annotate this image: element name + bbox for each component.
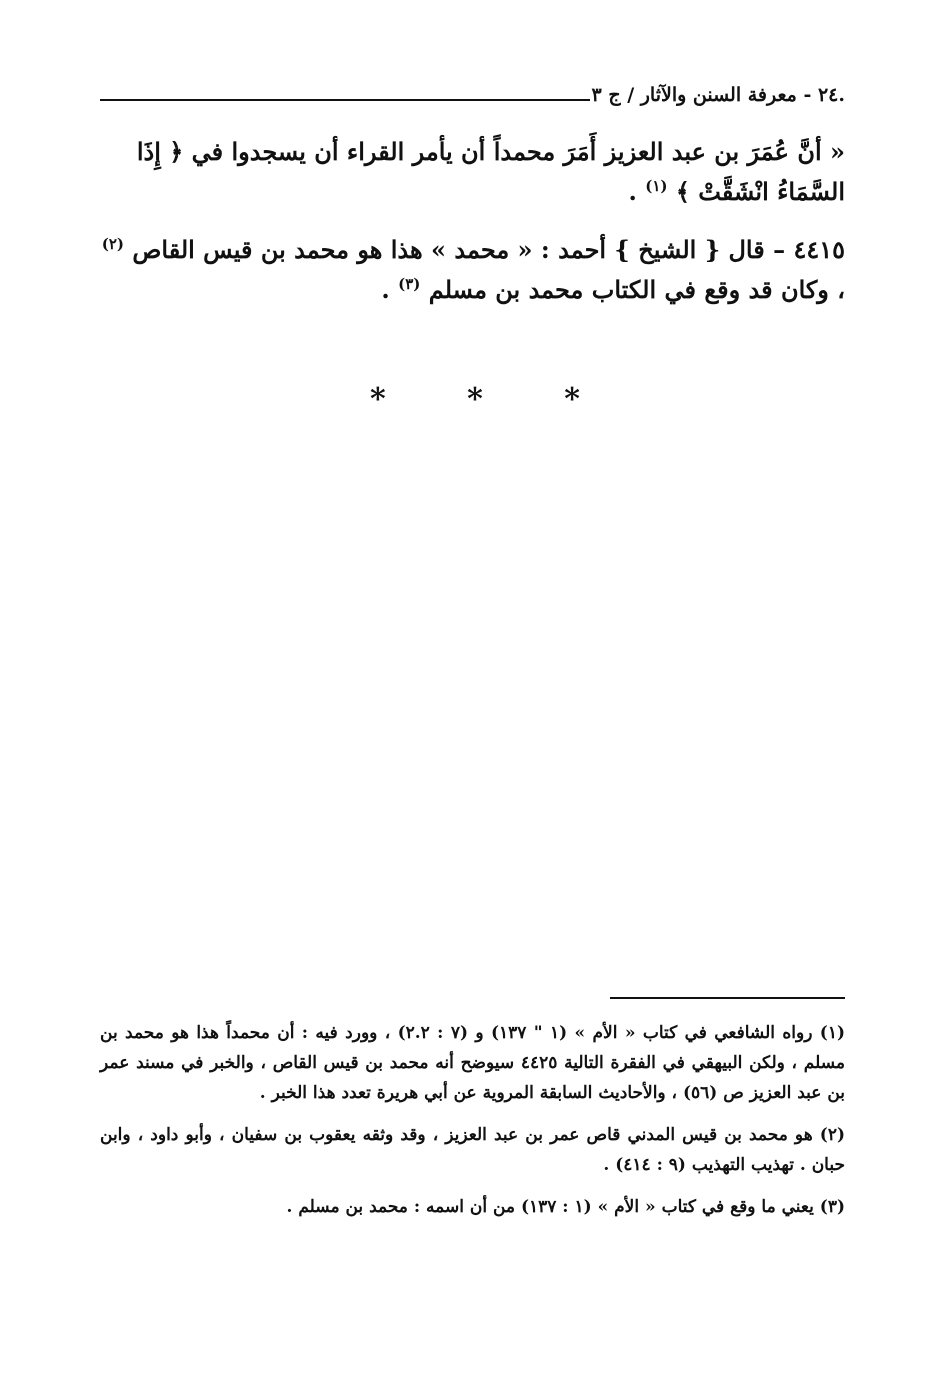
header-divider: [100, 99, 590, 101]
running-header: [100, 80, 845, 110]
footnotes: [100, 1018, 845, 1234]
section-separator: [370, 382, 580, 422]
separator-star: *: [370, 382, 386, 417]
separator-star: *: [467, 382, 483, 417]
page-header-info: .٢٤ - معرفة السنن والآثار / ج ٣: [591, 84, 845, 106]
hadith-text: « أنَّ عُمَرَ بن عبد العزيز أَمَرَ محمداً أن يأمر القراء أن يسجدوا في ﴿ إِذَا السَّمَاءُ انْشَقَّتْ ﴾: [136, 137, 845, 206]
footnote-ref-2: (٢): [101, 235, 124, 253]
footnote-divider: [610, 997, 845, 999]
hadith-text-paragraph: [100, 132, 845, 212]
separator-star: *: [564, 382, 580, 417]
footnote-2: (٢) هو محمد بن قيس المدني قاص عمر بن عبد العزيز ، وقد وثقه يعقوب بن سفيان ، وأبو داود ، وابن حبان . تهذيب التهذيب (٩ : ٤١٤) .: [100, 1125, 845, 1175]
commentary-text-1: ٤٤١٥ – قال { الشيخ } أحمد : « محمد » هذا هو محمد بن قيس القاص: [132, 235, 845, 264]
paragraph-end: .: [628, 177, 646, 206]
commentary-text-2: ، وكان قد وقع في الكتاب محمد بن مسلم: [428, 275, 845, 304]
footnote-ref-1: (١): [645, 177, 668, 195]
footnote-3: (٣) يعني ما وقع في كتاب « الأم » (١ : ١٣٧) من أن اسمه : محمد بن مسلم .: [286, 1197, 845, 1217]
footnote-ref-3: (٣): [398, 275, 421, 293]
footnote-1: (١) رواه الشافعي في كتاب « الأم » (١ " ١٣٧) و (٧ : ٢.٢) ، وورد فيه : أن محمداً هذا هو محمد بن مسلم ، ولكن البيهقي في الفقرة التالية ٤٤٢٥ سيوضح أنه محمد بن قيس القاص ، والخبر في مسند عمر بن عبد العزيز ص (٥٦) ، والأحاديث السابقة المروية عن أبي هريرة تعدد هذا الخبر .: [100, 1023, 846, 1103]
main-text: [100, 132, 845, 328]
commentary-paragraph: [100, 230, 845, 310]
paragraph-end: .: [381, 275, 399, 304]
